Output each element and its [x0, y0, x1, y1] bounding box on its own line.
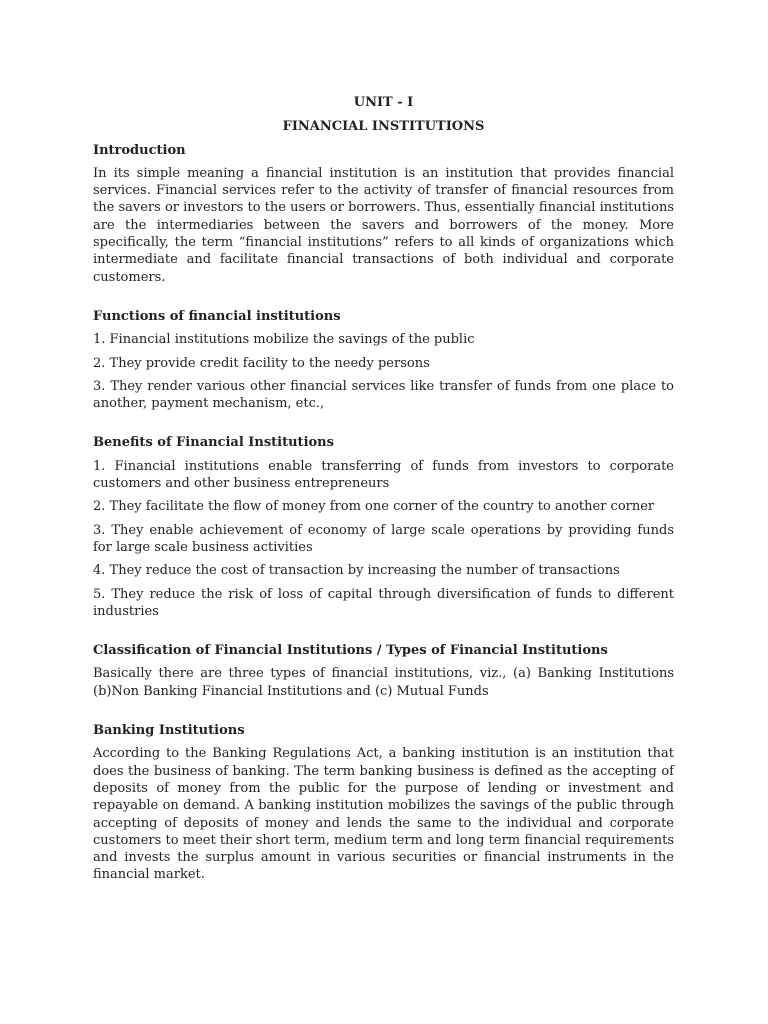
section-gap — [93, 292, 674, 308]
unit-label: UNIT - I — [353, 95, 414, 110]
classification-heading: Classification of Financial Institutions / Types of Financial Institutions — [93, 643, 608, 659]
section-gap — [93, 626, 674, 642]
banking-heading: Banking Institutions — [93, 723, 245, 739]
benefits-item: 2. They facilitate the flow of money from one corner of the country to another corner — [93, 499, 655, 515]
banking-paragraph: According to the Banking Regulations Act, a banking institution is an institution that does the business of banking. The term banking business is defined as the accepting of deposits of money from the public for the purpose of lending or investment and repayable on demand. A banking institution mobilizes the savings of the public through accepting of deposits of money and lends the same to the individual and corporate customers to meet their short term, medium term and long term financial requirements and invests the surplus amount in various securities or financial instruments in the financial market. — [93, 746, 674, 883]
functions-item: 1. Financial institutions mobilize the savings of the public — [93, 332, 475, 348]
introduction-paragraph: In its simple meaning a financial institution is an institution that provides financial services. Financial services refer to the activity of transfer of financial resources from the savers or investors to the users or borrowers. Thus, essentially financial institutions are the intermediaries between the savers and borrowers of the money. More specifically, the term “financial institutions” refers to all kinds of organizations which intermediate and facilitate financial transactions of both individual and corporate customers. — [93, 165, 674, 285]
benefits-item: 1. Financial institutions enable transferring of funds from investors to corporate customers and other business entrepreneurs — [93, 458, 674, 492]
document-body — [93, 94, 674, 890]
functions-item: 2. They provide credit facility to the needy persons — [93, 355, 430, 371]
functions-item: 3. They render various other financial services like transfer of funds from one place to another, payment mechanism, etc., — [93, 378, 674, 412]
functions-heading: Functions of financial institutions — [93, 308, 341, 324]
classification-paragraph: Basically there are three types of financial institutions, viz., (a) Banking Institutions (b)Non Banking Financial Institutions and (c) Mutual Funds — [93, 666, 674, 699]
benefits-heading: Benefits of Financial Institutions — [93, 435, 334, 451]
document-title: FINANCIAL INSTITUTIONS — [282, 119, 485, 135]
introduction-heading: Introduction — [93, 142, 186, 158]
benefits-item: 4. They reduce the cost of transaction by increasing the number of transactions — [93, 563, 620, 579]
section-gap — [93, 418, 674, 434]
benefits-item: 5. They reduce the risk of loss of capital through diversification of funds to different industries — [93, 586, 674, 619]
benefits-item: 3. They enable achievement of economy of large scale operations by providing funds for large scale business activities — [93, 522, 674, 555]
section-gap — [93, 706, 674, 722]
